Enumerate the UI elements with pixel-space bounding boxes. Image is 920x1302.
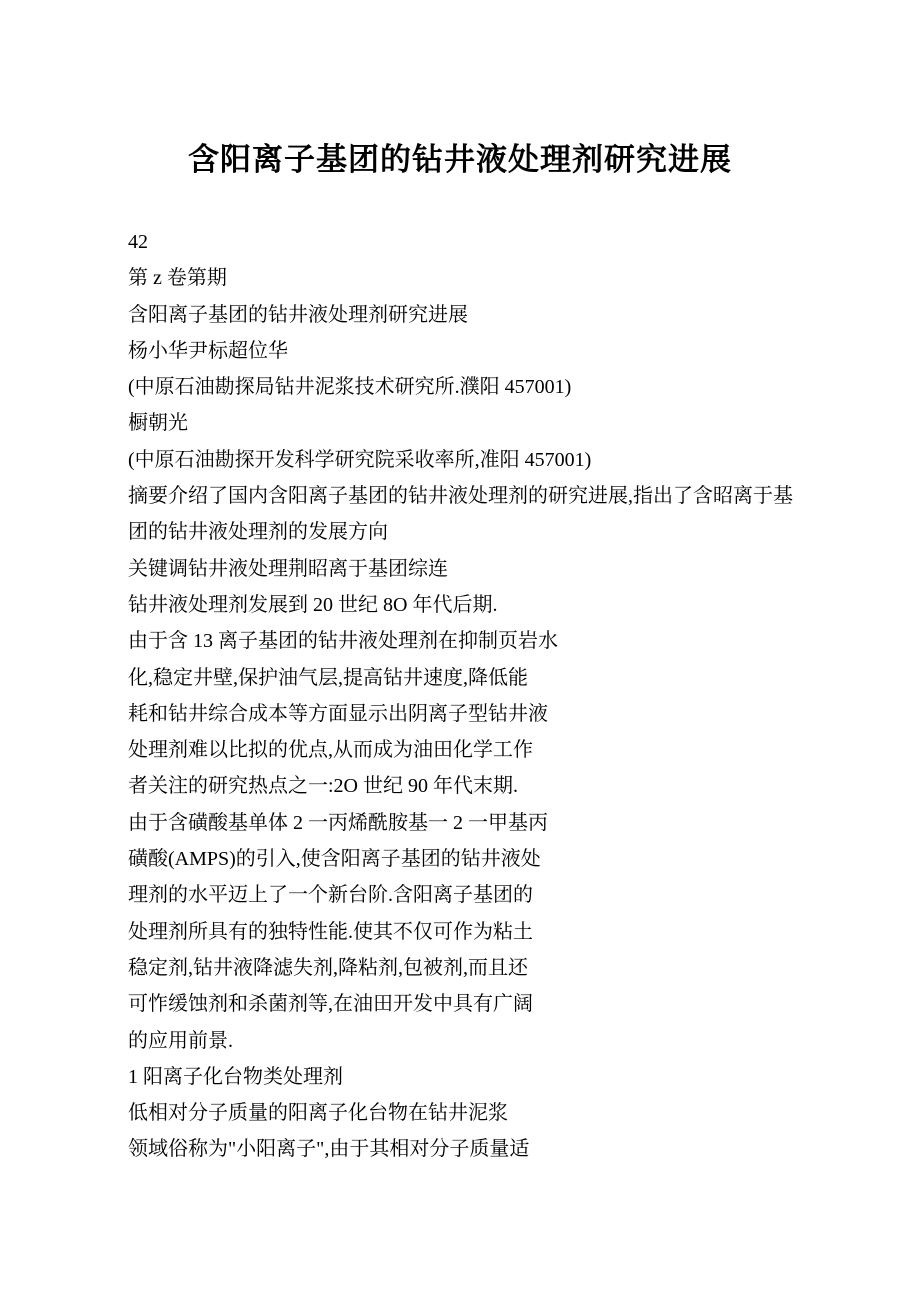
text-line-affiliation-2: (中原石油勘探开发科学研究院采收率所,准阳 457001) bbox=[128, 448, 592, 471]
text-line-body-12: 可怍缓蚀剂和杀菌剂等,在油田开发中具有广阔 bbox=[128, 993, 533, 1016]
text-line-authors: 杨小华尹标超位华 bbox=[128, 339, 288, 362]
text-line-body-10: 处理剂所具有的独特性能.使其不仅可作为粘土 bbox=[128, 920, 533, 943]
text-line-body-9: 理剂的水平迈上了一个新台阶.含阳离子基团的 bbox=[128, 884, 533, 907]
text-line-body-2: 由于含 13 离子基团的钻井液处理剂在抑制页岩水 bbox=[128, 630, 558, 653]
text-line-body-6: 者关注的研究热点之一:2O 世纪 90 年代末期. bbox=[128, 775, 518, 798]
text-line-body-13: 的应用前景. bbox=[128, 1029, 233, 1052]
document-body bbox=[0, 180, 920, 1168]
text-line-keywords: 关键调钻井液处理荆昭离于基团综连 bbox=[128, 557, 448, 580]
text-line-body-14: 低相对分子质量的阳离子化台物在钻井泥浆 bbox=[128, 1102, 508, 1125]
text-line-body-7: 由于含磺酸基单体 2 一丙烯酰胺基一 2 一甲基丙 bbox=[128, 811, 548, 834]
text-line-page-number: 42 bbox=[128, 231, 148, 253]
text-line-body-8: 磺酸(AMPS)的引入,使含阳离子基团的钻井液处 bbox=[128, 848, 541, 871]
text-line-body-4: 耗和钻井综合成本等方面显示出阴离子型钻井液 bbox=[128, 702, 548, 725]
text-line-abstract-2: 团的钻井液处理剂的发展方向 bbox=[128, 521, 388, 544]
text-line-body-1: 钻井液处理剂发展到 20 世纪 8O 年代后期. bbox=[128, 593, 498, 616]
text-line-abstract-1: 摘要介绍了国内含阳离子基团的钻井液处理剂的研究进展,指出了含昭离于基 bbox=[128, 485, 793, 508]
text-line-volume-issue: 第 z 卷第期 bbox=[128, 267, 227, 290]
text-line-body-11: 稳定剂,钻井液降滤失剂,降粘剂,包被剂,而且还 bbox=[128, 956, 528, 979]
text-line-body-5: 处理剂难以比拟的优点,从而成为油田化学工作 bbox=[128, 739, 533, 762]
document-title: 含阳离子基团的钻井液处理剂研究进展 bbox=[188, 142, 732, 177]
text-line-author-2: 橱朝光 bbox=[128, 412, 188, 435]
text-line-running-title: 含阳离子基团的钻井液处理剂研究进展 bbox=[128, 303, 468, 326]
text-line-body-3: 化,稳定井壁,保护油气层,提高钻井速度,降低能 bbox=[128, 666, 528, 689]
text-line-section-heading: 1 阳离子化台物类处理剂 bbox=[128, 1065, 343, 1088]
text-line-body-15: 领域俗称为"小阳离子",由于其相对分子质量适 bbox=[128, 1138, 530, 1161]
text-line-affiliation-1: (中原石油勘探局钻井泥浆技术研究所.濮阳 457001) bbox=[128, 376, 572, 399]
